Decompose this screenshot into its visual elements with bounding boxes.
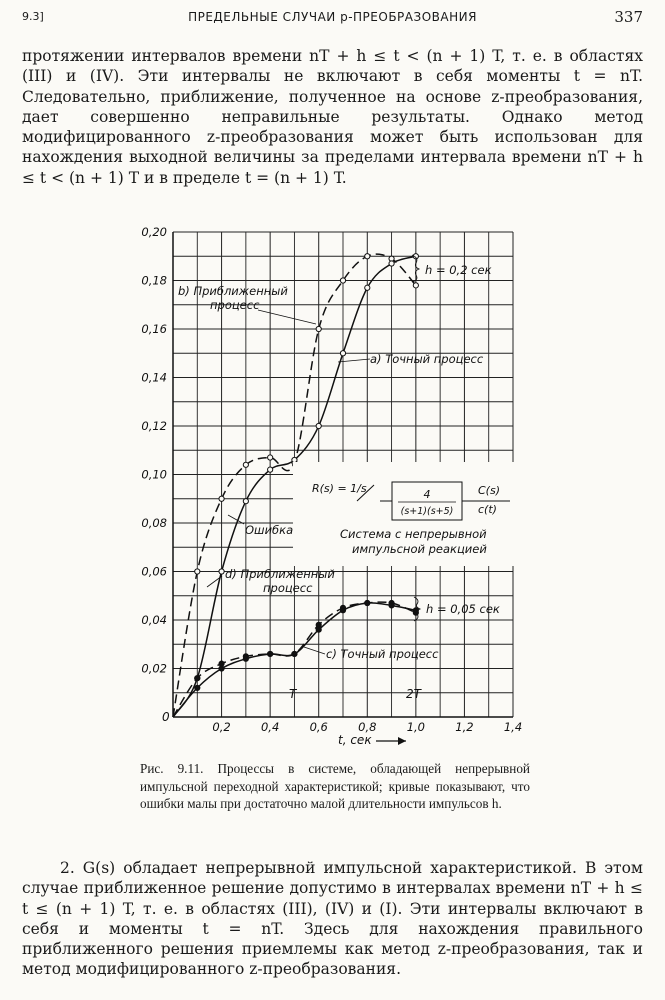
label-b-line2: процесс bbox=[210, 298, 260, 312]
data-point bbox=[316, 627, 321, 632]
data-point bbox=[292, 457, 297, 462]
x-tick-label: 0,2 bbox=[212, 720, 231, 734]
y-tick-label: 0,04 bbox=[141, 613, 167, 627]
data-point bbox=[292, 651, 297, 656]
y-tick-label: 0,18 bbox=[141, 273, 167, 288]
data-point bbox=[219, 496, 224, 501]
block-output-bottom: c(t) bbox=[478, 503, 497, 516]
data-point bbox=[340, 278, 345, 283]
figure-9-11 bbox=[0, 222, 665, 752]
figure-caption: Рис. 9.11. Процессы в системе, обладающей непрерывной импульсной переходной характеристикой; кривые показывают, что ошибки малы при достаточно малой длительности импульсов h. bbox=[140, 761, 530, 811]
data-point bbox=[316, 326, 321, 331]
y-tick-label: 0,16 bbox=[141, 322, 167, 336]
x-tick-label: 0,6 bbox=[309, 720, 328, 734]
label-h02: h = 0,2 сек bbox=[425, 263, 492, 277]
x-tick-label: 1,2 bbox=[455, 720, 474, 734]
data-point bbox=[316, 423, 321, 428]
data-point bbox=[365, 600, 370, 605]
y-tick-label: 0,10 bbox=[141, 467, 167, 482]
data-point bbox=[340, 608, 345, 613]
x-tick-label: 0,4 bbox=[260, 720, 280, 734]
tf-denominator: (s+1)(s+5) bbox=[400, 506, 454, 517]
x-tick-label: 1,4 bbox=[503, 720, 523, 734]
block-diagram bbox=[293, 462, 515, 566]
label-d-line1: d) Приближенный bbox=[225, 567, 335, 581]
y-tick-label: 0,20 bbox=[141, 225, 167, 239]
y-tick-label: 0,06 bbox=[141, 564, 167, 579]
running-title: ПРЕДЕЛЬНЫЕ СЛУЧАИ p-ПРЕОБРАЗОВАНИЯ bbox=[188, 10, 477, 24]
data-point bbox=[268, 455, 273, 460]
data-point bbox=[340, 351, 345, 356]
data-point bbox=[195, 676, 200, 681]
data-point bbox=[268, 651, 273, 656]
period-label-T: T bbox=[289, 687, 297, 701]
chart-annotations bbox=[178, 255, 500, 661]
block-output-top: C(s) bbox=[478, 484, 500, 497]
period-label-2T: 2T bbox=[406, 687, 421, 701]
y-tick-label: 0,12 bbox=[141, 419, 167, 433]
label-a: a) Точный процесс bbox=[370, 352, 484, 366]
x-axis-arrowhead bbox=[398, 737, 406, 745]
data-point bbox=[219, 666, 224, 671]
x-tick-label: 1,0 bbox=[406, 720, 426, 734]
data-point bbox=[195, 685, 200, 690]
tf-numerator: 4 bbox=[423, 488, 431, 501]
system-label-1: Система с непрерывной bbox=[340, 527, 487, 541]
system-label-2: импульсной реакцией bbox=[352, 542, 487, 556]
data-point bbox=[195, 569, 200, 574]
label-d-line2: процесс bbox=[263, 581, 313, 595]
data-point bbox=[389, 261, 394, 266]
label-error: Ошибка bbox=[245, 523, 294, 537]
data-point bbox=[243, 462, 248, 467]
y-tick-label: 0,08 bbox=[141, 516, 167, 530]
paragraph-bottom: 2. G(s) обладает непрерывной импульсной характеристикой. В этом случае приближенное решение допустимо в интервалах времени nT + h ≤ t ≤ (n + 1) T, т. е. в областях (III), (IV) и (I). Эти интервалы включают в себя и моменты t = nT. Здесь для нахождения правильного приближенного решения приемлемы как метод z-преобразования, так и метод модифицированного z-преобразования. bbox=[22, 859, 643, 979]
running-head bbox=[22, 8, 643, 30]
data-point bbox=[243, 656, 248, 661]
origin-label: 0 bbox=[162, 710, 170, 724]
x-axis-label: t, сек bbox=[338, 733, 372, 747]
section-reference: 9.3] bbox=[22, 10, 44, 23]
x-tick-label: 0,8 bbox=[358, 720, 377, 734]
block-input-label: R(s) = 1/s bbox=[312, 482, 367, 495]
paragraph-top: протяжении интервалов времени nT + h ≤ t < (n + 1) T, т. е. в областях (III) и (IV). Эти интервалы не включают в себя моменты t = nT. Следовательно, приближение, полученное на основе z-преобразования, дает совершенно неправильные результаты. Однако метод модифицированного z-преобразования может быть использован для нахождения выходной величины за пределами интервала времени nT + h ≤ t < (n + 1) T и в пределе t = (n + 1) T. bbox=[22, 47, 643, 187]
data-point bbox=[268, 467, 273, 472]
data-point bbox=[365, 285, 370, 290]
data-point bbox=[243, 499, 248, 504]
data-point bbox=[413, 283, 418, 288]
label-b-leader bbox=[258, 310, 316, 324]
label-h005: h = 0,05 сек bbox=[426, 602, 500, 616]
label-b-line1: b) Приближенный bbox=[178, 284, 288, 298]
data-point bbox=[219, 569, 224, 574]
y-tick-label: 0,14 bbox=[141, 370, 167, 385]
data-point bbox=[389, 603, 394, 608]
data-point bbox=[365, 254, 370, 259]
page-number: 337 bbox=[614, 8, 643, 26]
label-c: c) Точный процесс bbox=[326, 647, 439, 661]
label-c-leader bbox=[304, 647, 325, 654]
y-tick-label: 0,02 bbox=[141, 661, 167, 676]
